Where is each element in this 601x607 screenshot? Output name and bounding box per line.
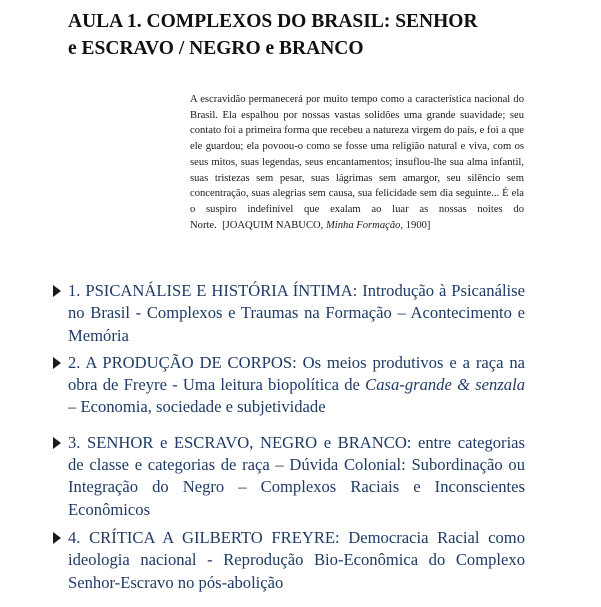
list-item <box>51 527 525 594</box>
epigraph-paragraph <box>190 92 524 233</box>
list-item-text: 1. PSICANÁLISE E HISTÓRIA ÍNTIMA: Introdução à Psicanálise no Brasil - Complexos e Traumas na Formação – Acontecimento e Memória <box>68 281 525 345</box>
right-triangle-bullet-icon <box>53 357 61 369</box>
citation-author: [JOAQUIM NABUCO, <box>222 219 324 231</box>
epigraph-citation <box>222 220 430 231</box>
list-item-text-before: 2. A PRODUÇÃO DE CORPOS: Os meios produtivos e a raça na obra de Freyre - Uma leitura biopolítica de <box>68 352 525 395</box>
list-item-text <box>68 352 525 419</box>
list-item <box>51 432 525 521</box>
list-item-text: 3. SENHOR e ESCRAVO, NEGRO e BRANCO: entre categorias de classe e categorias de raça – Dúvida Colonial: Subordinação ou Integração do Negro – Complexos Raciais e Inconscientes Econômicos <box>68 432 525 519</box>
page-title <box>68 8 588 62</box>
list-item-text: 4. CRÍTICA A GILBERTO FREYRE: Democracia Racial como ideologia nacional - Reprodução Bio-Econômica do Complexo Senhor-Escravo no pós-abolição <box>68 527 525 592</box>
book-title: Casa-grande & senzala <box>365 375 525 395</box>
epigraph-quote <box>190 92 524 233</box>
right-triangle-bullet-icon <box>53 532 61 544</box>
list-item <box>51 280 525 347</box>
epigraph-text: A escravidão permanecerá por muito tempo como a característica nacional do Brasil. Ela espalhou por nossas vastas solidões uma grande suavidade; seu contato foi a primeira forma que recebeu a natureza virgem do país, e foi a que ele guardou; ela povoou-o como se fosse uma religião natural e viva, com os seus mitos, suas legendas, seus encantamentos; insuflou-lhe sua alma infantil, suas tristezas sem pesar, suas lágrimas sem amargor, seu silêncio sem concentração, suas alegrias sem causa, sua felicidade sem dia seguinte... É ela o suspiro indefinível que exalam ao luar as nossas noites do Norte. <box>190 94 524 231</box>
list-item-text-after: – Economia, sociedade e subjetividade <box>68 397 326 417</box>
list-item <box>51 352 525 419</box>
topics-list <box>51 280 525 594</box>
citation-year: , 1900] <box>400 219 431 231</box>
page-title-line-1: AULA 1. COMPLEXOS DO BRASIL: SENHOR <box>68 11 478 32</box>
page-title-line-2: e ESCRAVO / NEGRO e BRANCO <box>68 38 364 59</box>
citation-work-title: Minha Formação <box>325 219 401 231</box>
right-triangle-bullet-icon <box>53 437 61 449</box>
right-triangle-bullet-icon <box>53 285 61 297</box>
